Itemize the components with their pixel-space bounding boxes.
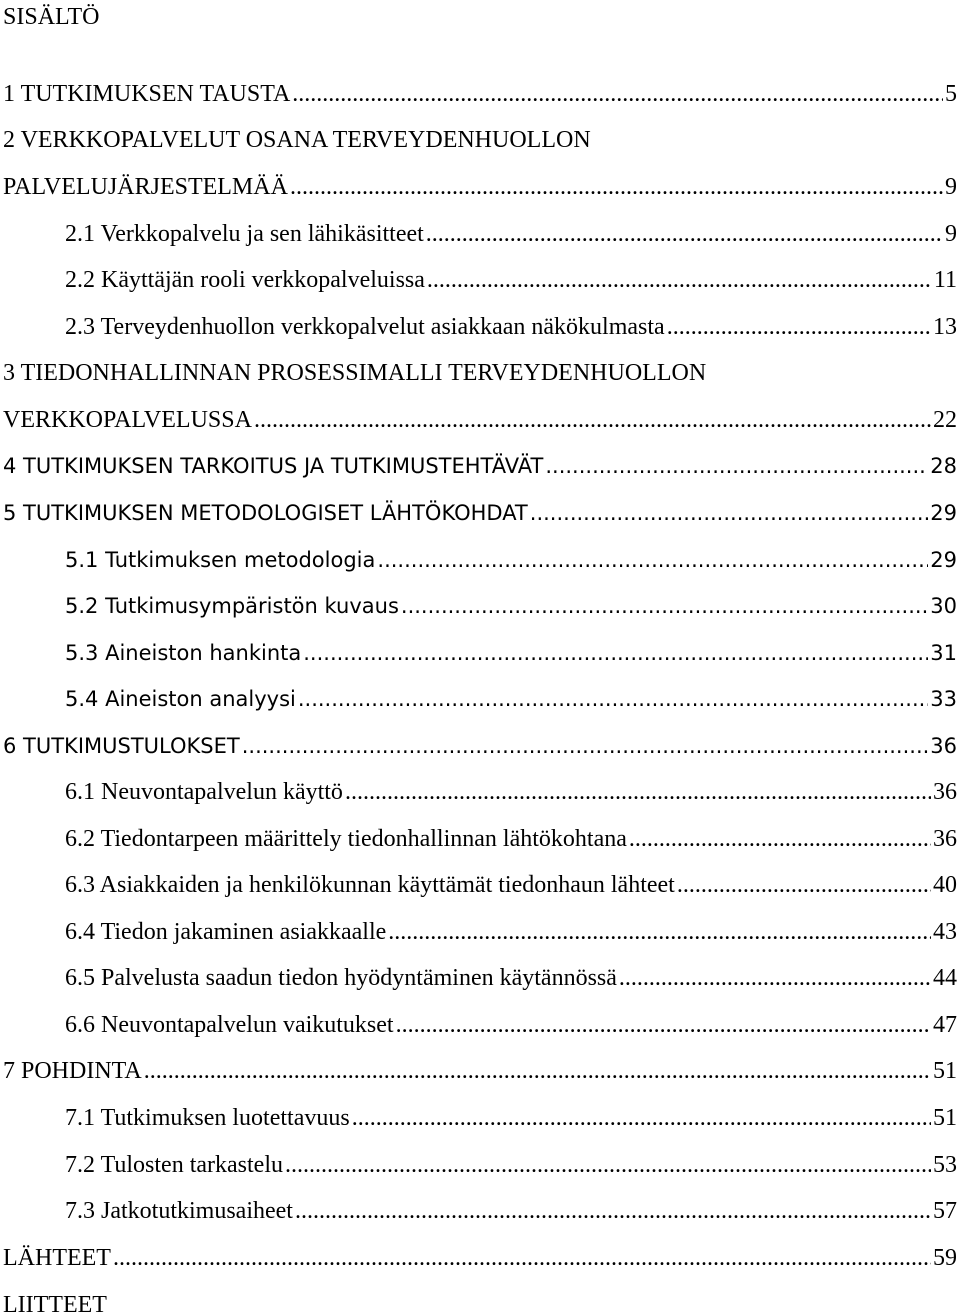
toc-entry-text: 6 TUTKIMUSTULOKSET bbox=[3, 734, 240, 758]
toc-entry-text: 3 TIEDONHALLINNAN PROSESSIMALLI TERVEYDENHUOLLON bbox=[3, 360, 707, 386]
toc-leader bbox=[619, 963, 931, 993]
toc-entry-text: 5.3 Aineiston hankinta bbox=[65, 641, 302, 665]
toc-entry-page: 28 bbox=[930, 454, 957, 478]
toc-entry bbox=[65, 265, 957, 295]
toc-leader bbox=[401, 591, 928, 621]
toc-entry bbox=[65, 870, 957, 900]
toc-entry-page: 5 bbox=[945, 81, 957, 107]
toc-entry-page: 36 bbox=[930, 734, 957, 758]
toc-entry-page: 30 bbox=[930, 594, 957, 618]
toc-entry bbox=[65, 545, 957, 575]
toc-entry-page: 31 bbox=[930, 641, 957, 665]
toc-entry bbox=[3, 1056, 957, 1086]
toc-leader bbox=[426, 219, 943, 249]
toc-entry bbox=[3, 1290, 957, 1315]
toc-entry-page: 29 bbox=[930, 548, 957, 572]
toc-leader bbox=[629, 824, 931, 854]
toc-entry-text: 5.1 Tutkimuksen metodologia bbox=[65, 548, 376, 572]
toc-entry-text: 2 VERKKOPALVELUT OSANA TERVEYDENHUOLLON bbox=[3, 127, 591, 153]
toc-entry bbox=[3, 731, 957, 761]
toc-entry-page: 22 bbox=[933, 407, 957, 433]
toc-entry-text: 6.6 Neuvontapalvelun vaikutukset bbox=[65, 1012, 394, 1038]
toc-entry bbox=[65, 684, 957, 714]
toc-entry bbox=[3, 358, 957, 388]
toc-leader bbox=[377, 545, 928, 575]
toc-entry-page: 29 bbox=[930, 501, 957, 525]
toc-entry bbox=[3, 405, 957, 435]
toc-entry bbox=[3, 79, 957, 109]
toc-entry-text: 5 TUTKIMUKSEN METODOLOGISET LÄHTÖKOHDAT bbox=[3, 501, 528, 525]
toc-entry bbox=[3, 172, 957, 202]
toc-entry-page: 33 bbox=[930, 687, 957, 711]
toc-entry-text: 6.5 Palvelusta saadun tiedon hyödyntäminen käytännössä bbox=[65, 965, 617, 991]
toc-entry bbox=[65, 824, 957, 854]
toc-entry bbox=[65, 1150, 957, 1180]
toc-entry-page: 44 bbox=[933, 965, 957, 991]
toc-leader bbox=[677, 870, 931, 900]
toc-entry-text: 7.1 Tutkimuksen luotettavuus bbox=[65, 1105, 350, 1131]
toc-entry-page: 59 bbox=[933, 1245, 957, 1271]
toc-entry-text: 7.3 Jatkotutkimusaiheet bbox=[65, 1198, 293, 1224]
toc-leader bbox=[290, 172, 943, 202]
toc-entry-page: 36 bbox=[933, 826, 957, 852]
toc-entry-text: 5.4 Aineiston analyysi bbox=[65, 687, 296, 711]
toc-entry-page: 51 bbox=[933, 1105, 957, 1131]
toc-leader bbox=[295, 1196, 931, 1226]
toc-entry bbox=[65, 917, 957, 947]
toc-entry bbox=[65, 1010, 957, 1040]
toc-entry-text: 7.2 Tulosten tarkastelu bbox=[65, 1152, 284, 1178]
toc-leader bbox=[254, 405, 931, 435]
toc-entry-text: PALVELUJÄRJESTELMÄÄ bbox=[3, 174, 288, 200]
toc-entry-text: 6.2 Tiedontarpeen määrittely tiedonhallinnan lähtökohtana bbox=[65, 826, 627, 852]
toc-entry-text: 2.3 Terveydenhuollon verkkopalvelut asiakkaan näkökulmasta bbox=[65, 314, 665, 340]
toc-leader bbox=[545, 451, 928, 481]
toc-entry bbox=[65, 777, 957, 807]
toc-leader bbox=[144, 1056, 931, 1086]
toc-entry-page: 53 bbox=[933, 1152, 957, 1178]
toc-entry-text: 7 POHDINTA bbox=[3, 1058, 142, 1084]
toc-leader bbox=[345, 777, 931, 807]
page-title: SISÄLTÖ bbox=[3, 4, 100, 30]
toc-leader bbox=[285, 1150, 931, 1180]
toc-entry-page: 47 bbox=[933, 1012, 957, 1038]
toc-leader bbox=[292, 79, 943, 109]
toc-entry-page: 9 bbox=[945, 174, 957, 200]
toc-leader bbox=[667, 312, 931, 342]
toc-entry bbox=[3, 451, 957, 481]
toc-leader bbox=[388, 917, 931, 947]
toc-leader bbox=[427, 265, 932, 295]
toc-entry-text: 6.4 Tiedon jakaminen asiakkaalle bbox=[65, 919, 387, 945]
toc-leader bbox=[530, 498, 929, 528]
toc-entry-text: LÄHTEET bbox=[3, 1245, 111, 1271]
toc-entry bbox=[65, 1196, 957, 1226]
toc-entry-text: 1 TUTKIMUKSEN TAUSTA bbox=[3, 81, 291, 107]
toc-entry-text: VERKKOPALVELUSSA bbox=[3, 407, 252, 433]
toc-entry bbox=[65, 312, 957, 342]
toc-entry-text: 2.1 Verkkopalvelu ja sen lähikäsitteet bbox=[65, 221, 424, 247]
toc-entry-page: 40 bbox=[933, 872, 957, 898]
toc-entry bbox=[3, 125, 957, 155]
toc-entry bbox=[65, 1103, 957, 1133]
toc-entry-page: 43 bbox=[933, 919, 957, 945]
toc-entry-page: 9 bbox=[945, 221, 957, 247]
toc-entry-page: 13 bbox=[933, 314, 957, 340]
toc-leader bbox=[298, 684, 928, 714]
toc-leader bbox=[113, 1243, 931, 1273]
toc-entry bbox=[3, 498, 957, 528]
toc-entry-text: 2.2 Käyttäjän rooli verkkopalveluissa bbox=[65, 267, 425, 293]
toc-leader bbox=[303, 638, 928, 668]
toc-entry bbox=[3, 1243, 957, 1273]
toc-entry bbox=[65, 963, 957, 993]
toc-entry-text: 5.2 Tutkimusympäristön kuvaus bbox=[65, 594, 399, 618]
toc-leader bbox=[396, 1010, 931, 1040]
toc-entry-page: 11 bbox=[933, 267, 957, 293]
toc-entry bbox=[65, 591, 957, 621]
toc-leader bbox=[242, 731, 929, 761]
toc-entry-text: 4 TUTKIMUKSEN TARKOITUS JA TUTKIMUSTEHTÄVÄT bbox=[3, 454, 544, 478]
toc-entry-page: 51 bbox=[933, 1058, 957, 1084]
toc-entry-text: 6.3 Asiakkaiden ja henkilökunnan käyttämät tiedonhaun lähteet bbox=[65, 872, 675, 898]
toc-entry bbox=[65, 219, 957, 249]
toc-entry bbox=[65, 638, 957, 668]
toc-entry-page: 57 bbox=[933, 1198, 957, 1224]
toc-entry-text: 6.1 Neuvontapalvelun käyttö bbox=[65, 779, 343, 805]
toc-leader bbox=[352, 1103, 931, 1133]
toc-entry-text: LIITTEET bbox=[3, 1292, 107, 1315]
toc-entry-page: 36 bbox=[933, 779, 957, 805]
